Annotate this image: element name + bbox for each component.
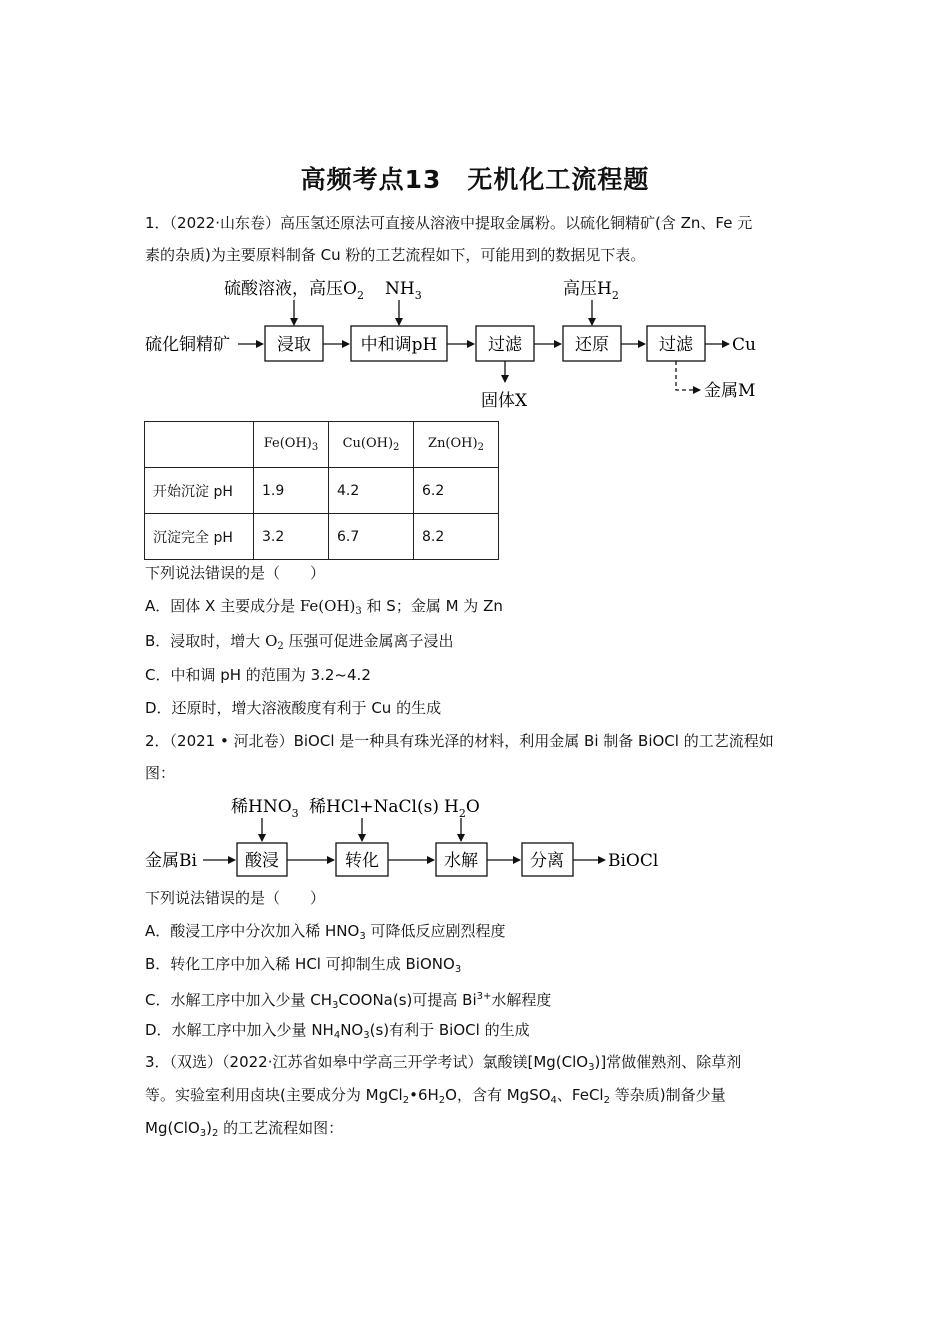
q1-flowchart — [0, 272, 950, 412]
q2-product: BiOCl — [608, 851, 659, 871]
table-row-label: 沉淀完全 pH — [145, 514, 254, 560]
q1-product: Cu — [732, 335, 756, 355]
q1-step-filter2: 过滤 — [659, 335, 693, 355]
q1-reagent-h2: 高压$H_2$ — [563, 279, 619, 302]
table-cell: 1.9 — [254, 468, 329, 514]
table-cell: 6.7 — [329, 514, 414, 560]
q1-stem-line1: 1．（2022·山东卷）高压氢还原法可直接从溶液中提取金属粉。以硫化铜精矿(含 Zn、Fe 元 — [145, 214, 753, 232]
q1-step-reduce: 还原 — [575, 335, 609, 355]
q1-step-leach: 浸取 — [277, 335, 311, 355]
page-title: 高频考点13 无机化工流程题 — [300, 165, 650, 194]
q2-reagent-h2o: $H_2O$ — [444, 797, 480, 820]
table-row-label: 开始沉淀 pH — [145, 468, 254, 514]
table-row — [145, 514, 499, 560]
q1-question: 下列说法错误的是（ ） — [145, 564, 326, 582]
q3-stem-line3: $Mg(ClO_3)_2$ 的工艺流程如图： — [145, 1119, 344, 1139]
q2-option-a[interactable]: A．酸浸工序中分次加入稀 $HNO_3$ 可降低反应剧烈程度 — [145, 922, 506, 942]
q2-question: 下列说法错误的是（ ） — [145, 889, 326, 907]
q1-option-a[interactable]: A．固体 X 主要成分是 $Fe(OH)_3$ 和 S；金属 M 为 Zn — [145, 597, 503, 617]
q1-step-neutralize: 中和调pH — [360, 335, 438, 355]
q1-stem-line2: 素的杂质)为主要原料制备 Cu 粉的工艺流程如下，可能用到的数据见下表。 — [145, 246, 646, 264]
q2-step-separate: 分离 — [530, 851, 564, 871]
q2-stem-line1: 2．（2021 • 河北卷）BiOCl 是一种具有珠光泽的材料，利用金属 Bi 制备 BiOCl 的工艺流程如 — [145, 732, 774, 750]
table-cell: 4.2 — [329, 468, 414, 514]
table-header-fe: $Fe(OH)_3$ — [254, 422, 329, 468]
q2-option-b[interactable]: B．转化工序中加入稀 HCl 可抑制生成 BiONO$_3$ — [145, 955, 462, 975]
q1-option-d[interactable]: D．还原时，增大溶液酸度有利于 Cu 的生成 — [145, 699, 442, 717]
table-header-cu: $Cu(OH)_2$ — [329, 422, 414, 468]
q1-option-b[interactable]: B．浸取时，增大 $O_2$ 压强可促进金属离子浸出 — [145, 632, 454, 652]
q1-option-c[interactable]: C．中和调 pH 的范围为 3.2~4.2 — [145, 666, 371, 684]
q2-reagent-hno3: 稀$HNO_3$ — [231, 797, 299, 820]
q1-step-filter1: 过滤 — [488, 335, 522, 355]
table-row — [145, 468, 499, 514]
table-corner — [145, 422, 254, 468]
q1-solid-x: 固体X — [481, 391, 528, 411]
table-cell: 8.2 — [414, 514, 499, 560]
q2-option-d[interactable]: D．水解工序中加入少量 $NH_4NO_3(s)$有利于 BiOCl 的生成 — [145, 1021, 530, 1041]
q2-step-convert: 转化 — [345, 851, 379, 871]
q3-stem-line1: 3．（双选）（2022·江苏省如皋中学高三开学考试）氯酸镁[Mg(ClO$_3$)]常做催熟剂、除草剂 — [145, 1053, 742, 1073]
q3-stem-line2: 等。实验室利用卤块(主要成分为 $MgCl_2•6H_2O$，含有 MgSO$_4$、FeCl$_2$ 等杂质)制备少量 — [145, 1086, 726, 1106]
q2-step-acid-leach: 酸浸 — [245, 851, 279, 871]
q2-reagent-hcl: 稀HCl+NaCl(s) — [309, 797, 439, 817]
q2-stem-line2: 图： — [145, 764, 176, 782]
q2-step-hydrolysis: 水解 — [444, 851, 478, 871]
table-cell: 3.2 — [254, 514, 329, 560]
q1-metal-m: 金属M — [704, 381, 756, 401]
q2-flowchart — [0, 790, 950, 880]
q1-reagent-acid: 硫酸溶液，高压$O_2$ — [224, 279, 364, 302]
q1-ph-table — [144, 421, 499, 560]
table-cell: 6.2 — [414, 468, 499, 514]
q2-input: 金属Bi — [145, 851, 197, 871]
q1-input: 硫化铜精矿 — [145, 335, 230, 355]
q1-reagent-nh3: $NH_3$ — [385, 279, 422, 302]
q2-option-c[interactable]: C．水解工序中加入少量 $CH_3COONa(s)$可提高 $Bi^{3+}$水解程度 — [145, 991, 552, 1011]
table-header-zn: $Zn(OH)_2$ — [414, 422, 499, 468]
